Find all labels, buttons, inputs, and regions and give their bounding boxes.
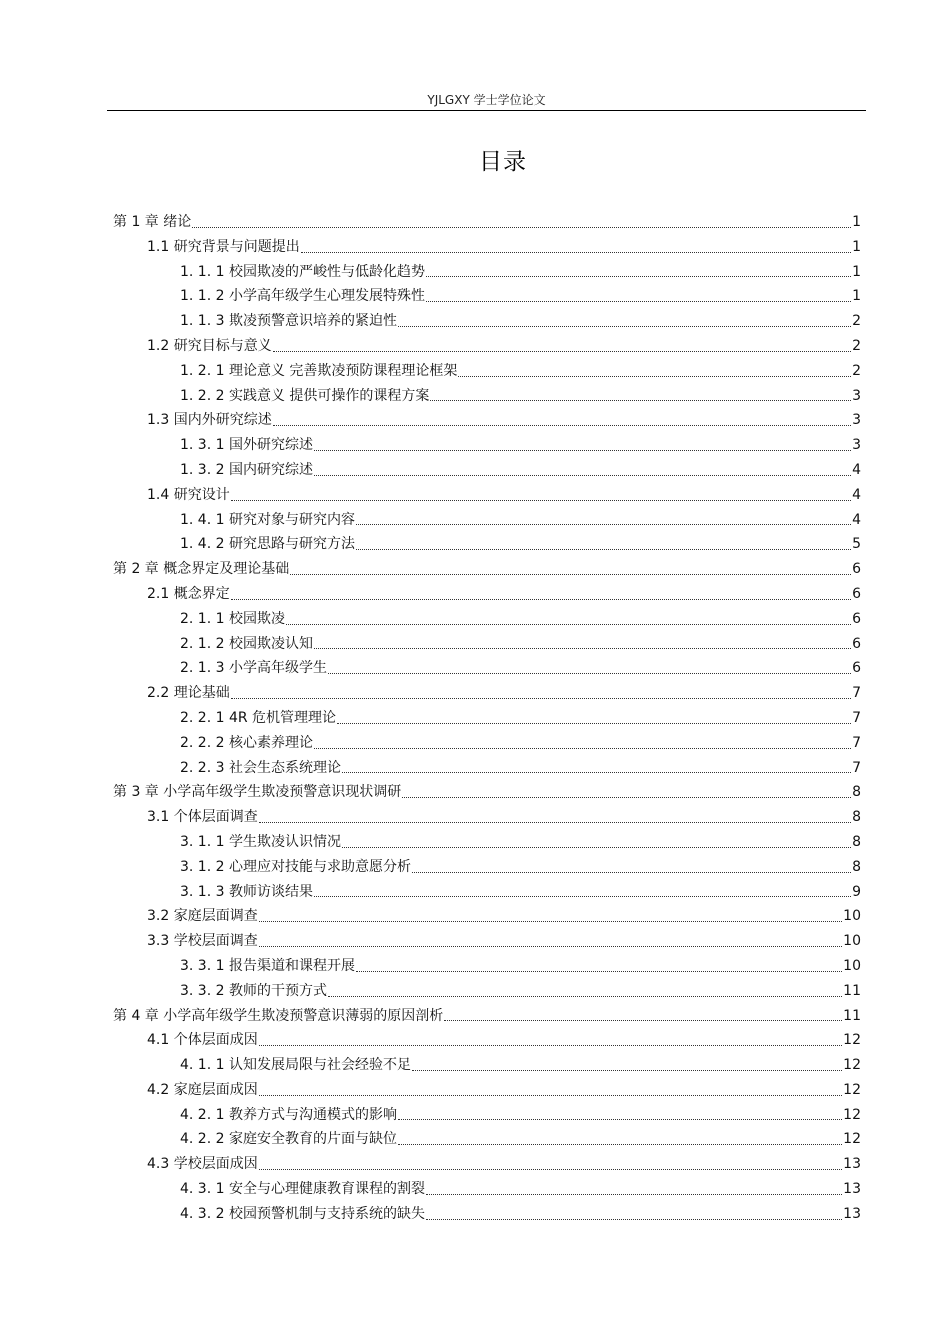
table-of-contents: [113, 210, 861, 1227]
header-rule: [107, 110, 866, 111]
toc-entry-page-number: 7: [852, 759, 861, 776]
toc-entry-page-number: 8: [852, 784, 861, 801]
toc-entry-page-number: 1: [852, 214, 861, 230]
toc-entry[interactable]: [113, 334, 861, 359]
toc-entry[interactable]: [113, 780, 861, 805]
toc-dot-leader: [259, 946, 842, 947]
toc-entry-title: 1. 1. 1 校园欺凌的严峻性与低龄化趋势: [180, 263, 425, 280]
toc-entry-page-number: 3: [852, 437, 861, 454]
toc-entry-title: 2. 2. 1 4R 危机管理理论: [180, 709, 337, 726]
toc-entry-title: 3. 1. 3 教师访谈结果: [180, 883, 313, 900]
toc-entry-page-number: 1: [852, 238, 861, 255]
toc-entry-page-number: 8: [852, 809, 861, 826]
toc-entry-page-number: 10: [843, 957, 861, 974]
toc-entry-title: 4. 1. 1 认知发展局限与社会经验不足: [180, 1057, 411, 1074]
toc-entry[interactable]: [113, 384, 861, 409]
toc-entry[interactable]: [113, 1053, 861, 1078]
toc-entry-page-number: 1: [852, 263, 861, 280]
toc-entry-title: 3. 3. 2 教师的干预方式: [180, 982, 327, 999]
toc-entry[interactable]: [113, 210, 861, 235]
toc-entry-page-number: 10: [843, 933, 861, 950]
toc-entry-page-number: 6: [852, 635, 861, 652]
toc-entry-page-number: 7: [852, 685, 861, 702]
toc-entry-page-number: 6: [852, 585, 861, 602]
toc-entry-page-number: 1: [852, 288, 861, 305]
toc-dot-leader: [328, 996, 842, 997]
toc-entry-page-number: 13: [843, 1181, 861, 1198]
toc-entry-title: 1. 2. 2 实践意义 提供可操作的课程方案: [180, 387, 430, 404]
toc-dot-leader: [259, 1095, 842, 1096]
toc-entry[interactable]: [113, 1078, 861, 1103]
toc-entry-title: 2. 2. 2 核心素养理论: [180, 734, 313, 751]
toc-dot-leader: [314, 896, 851, 897]
toc-entry[interactable]: [113, 1127, 861, 1152]
toc-entry[interactable]: [113, 433, 861, 458]
toc-dot-leader: [398, 1144, 842, 1145]
toc-entry[interactable]: [113, 681, 861, 706]
toc-entry-title: 1. 4. 2 研究思路与研究方法: [180, 536, 355, 553]
toc-entry-page-number: 11: [843, 982, 861, 999]
toc-dot-leader: [342, 772, 851, 773]
toc-entry[interactable]: [113, 731, 861, 756]
toc-dot-leader: [356, 524, 851, 525]
toc-entry-page-number: 7: [852, 709, 861, 726]
toc-dot-leader: [412, 872, 851, 873]
toc-entry-title: 3. 3. 1 报告渠道和课程开展: [180, 957, 355, 974]
toc-dot-leader: [259, 822, 851, 823]
toc-entry-title: 3.2 家庭层面调查: [147, 908, 258, 925]
toc-entry-page-number: 6: [852, 660, 861, 677]
toc-dot-leader: [231, 698, 851, 699]
toc-entry-title: 1.1 研究背景与问题提出: [147, 238, 300, 255]
toc-entry[interactable]: [113, 508, 861, 533]
toc-entry-title: 4. 3. 1 安全与心理健康教育课程的割裂: [180, 1181, 425, 1198]
toc-entry-page-number: 3: [852, 412, 861, 429]
toc-entry[interactable]: [113, 1177, 861, 1202]
toc-entry-page-number: 13: [843, 1156, 861, 1173]
toc-entry-page-number: 11: [843, 1007, 861, 1024]
toc-entry-page-number: 4: [852, 461, 861, 478]
toc-entry-title: 3. 1. 1 学生欺凌认识情况: [180, 833, 341, 850]
toc-dot-leader: [314, 748, 851, 749]
toc-entry[interactable]: [113, 408, 861, 433]
toc-entry[interactable]: [113, 284, 861, 309]
toc-entry-title: 3. 1. 2 心理应对技能与求助意愿分析: [180, 858, 411, 875]
toc-entry-title: 2.1 概念界定: [147, 585, 230, 602]
toc-entry[interactable]: [113, 359, 861, 384]
toc-dot-leader: [430, 400, 851, 401]
toc-entry-title: 4. 2. 1 教养方式与沟通模式的影响: [180, 1106, 397, 1123]
running-header: YJLGXY 学士学位论文: [427, 93, 546, 107]
toc-entry[interactable]: [113, 309, 861, 334]
toc-entry-page-number: 4: [852, 511, 861, 528]
toc-entry-page-number: 4: [852, 486, 861, 503]
toc-entry[interactable]: [113, 532, 861, 557]
toc-entry[interactable]: [113, 929, 861, 954]
toc-entry-title: 1.4 研究设计: [147, 486, 230, 503]
toc-dot-leader: [259, 1169, 842, 1170]
toc-entry-title: 2. 1. 3 小学高年级学生: [180, 660, 327, 677]
toc-entry[interactable]: [113, 557, 861, 582]
toc-entry[interactable]: [113, 483, 861, 508]
toc-dot-leader: [402, 797, 851, 798]
toc-dot-leader: [356, 549, 851, 550]
toc-entry[interactable]: [113, 706, 861, 731]
toc-dot-leader: [426, 1219, 842, 1220]
toc-entry[interactable]: [113, 1202, 861, 1227]
toc-entry-title: 4.3 学校层面成因: [147, 1156, 258, 1173]
toc-entry-title: 4.1 个体层面成因: [147, 1032, 258, 1049]
toc-dot-leader: [192, 227, 851, 228]
toc-entry-page-number: 10: [843, 908, 861, 925]
toc-dot-leader: [412, 1070, 842, 1071]
toc-entry-page-number: 12: [843, 1106, 861, 1123]
toc-entry[interactable]: [113, 607, 861, 632]
toc-entry-title: 3.3 学校层面调查: [147, 933, 258, 950]
toc-entry-page-number: 2: [852, 362, 861, 379]
toc-entry[interactable]: [113, 954, 861, 979]
toc-dot-leader: [342, 847, 851, 848]
toc-entry-page-number: 2: [852, 337, 861, 354]
toc-dot-leader: [286, 624, 851, 625]
toc-entry-page-number: 12: [843, 1131, 861, 1148]
toc-entry[interactable]: [113, 1103, 861, 1128]
toc-entry-title: 第 4 章 小学高年级学生欺凌预警意识薄弱的原因剖析: [113, 1007, 444, 1024]
toc-entry[interactable]: [113, 458, 861, 483]
toc-title: 目录: [479, 149, 527, 175]
toc-entry-page-number: 6: [852, 561, 861, 578]
toc-entry[interactable]: [113, 855, 861, 880]
toc-entry[interactable]: [113, 1152, 861, 1177]
toc-entry-title: 1. 3. 1 国外研究综述: [180, 437, 313, 454]
toc-entry-page-number: 8: [852, 833, 861, 850]
toc-entry[interactable]: [113, 830, 861, 855]
toc-entry-title: 第 3 章 小学高年级学生欺凌预警意识现状调研: [113, 784, 402, 801]
toc-entry-title: 2.2 理论基础: [147, 685, 230, 702]
toc-entry-title: 4.2 家庭层面成因: [147, 1081, 258, 1098]
toc-dot-leader: [314, 475, 851, 476]
toc-entry-page-number: 5: [852, 536, 861, 553]
toc-entry-page-number: 12: [843, 1032, 861, 1049]
toc-entry-title: 2. 1. 1 校园欺凌: [180, 610, 285, 627]
toc-entry-title: 1. 4. 1 研究对象与研究内容: [180, 511, 355, 528]
toc-entry[interactable]: [113, 260, 861, 285]
toc-entry-page-number: 3: [852, 387, 861, 404]
toc-dot-leader: [290, 574, 851, 575]
toc-dot-leader: [328, 673, 851, 674]
toc-dot-leader: [426, 276, 851, 277]
toc-entry-title: 1. 1. 3 欺凌预警意识培养的紧迫性: [180, 313, 397, 330]
toc-dot-leader: [444, 1020, 842, 1021]
toc-entry-title: 2. 2. 3 社会生态系统理论: [180, 759, 341, 776]
toc-entry-title: 1. 2. 1 理论意义 完善欺凌预防课程理论框架: [180, 362, 458, 379]
toc-dot-leader: [458, 376, 851, 377]
toc-entry-title: 1. 1. 2 小学高年级学生心理发展特殊性: [180, 288, 425, 305]
toc-entry[interactable]: [113, 904, 861, 929]
toc-entry-title: 4. 2. 2 家庭安全教育的片面与缺位: [180, 1131, 397, 1148]
toc-dot-leader: [398, 326, 851, 327]
toc-dot-leader: [356, 971, 842, 972]
toc-dot-leader: [231, 599, 851, 600]
toc-dot-leader: [273, 351, 851, 352]
toc-entry-page-number: 13: [843, 1205, 861, 1222]
toc-entry-title: 3.1 个体层面调查: [147, 809, 258, 826]
toc-entry-page-number: 9: [852, 883, 861, 900]
toc-entry-title: 1.2 研究目标与意义: [147, 337, 272, 354]
toc-entry-title: 4. 3. 2 校园预警机制与支持系统的缺失: [180, 1205, 425, 1222]
toc-dot-leader: [426, 301, 851, 302]
toc-entry-page-number: 6: [852, 610, 861, 627]
toc-dot-leader: [314, 450, 851, 451]
toc-dot-leader: [398, 1119, 842, 1120]
toc-dot-leader: [231, 500, 851, 501]
toc-entry-page-number: 2: [852, 313, 861, 330]
toc-entry[interactable]: [113, 632, 861, 657]
toc-entry-title: 第 2 章 概念界定及理论基础: [113, 561, 290, 578]
toc-dot-leader: [314, 648, 851, 649]
toc-dot-leader: [301, 252, 851, 253]
toc-entry-page-number: 12: [843, 1081, 861, 1098]
toc-entry[interactable]: [113, 1004, 861, 1029]
toc-entry[interactable]: [113, 1028, 861, 1053]
toc-entry-title: 1. 3. 2 国内研究综述: [180, 461, 313, 478]
toc-dot-leader: [259, 921, 842, 922]
toc-entry-title: 2. 1. 2 校园欺凌认知: [180, 635, 313, 652]
toc-dot-leader: [337, 723, 851, 724]
toc-entry-title: 第 1 章 绪论: [113, 214, 192, 230]
toc-entry[interactable]: [113, 756, 861, 781]
toc-entry-page-number: 7: [852, 734, 861, 751]
toc-entry[interactable]: [113, 979, 861, 1004]
toc-dot-leader: [426, 1194, 842, 1195]
toc-dot-leader: [259, 1045, 842, 1046]
toc-entry-page-number: 8: [852, 858, 861, 875]
toc-entry-page-number: 12: [843, 1057, 861, 1074]
toc-dot-leader: [273, 425, 851, 426]
toc-entry[interactable]: [113, 805, 861, 830]
toc-entry[interactable]: [113, 582, 861, 607]
toc-entry[interactable]: [113, 656, 861, 681]
toc-entry[interactable]: [113, 880, 861, 905]
toc-entry[interactable]: [113, 235, 861, 260]
toc-entry-title: 1.3 国内外研究综述: [147, 412, 272, 429]
